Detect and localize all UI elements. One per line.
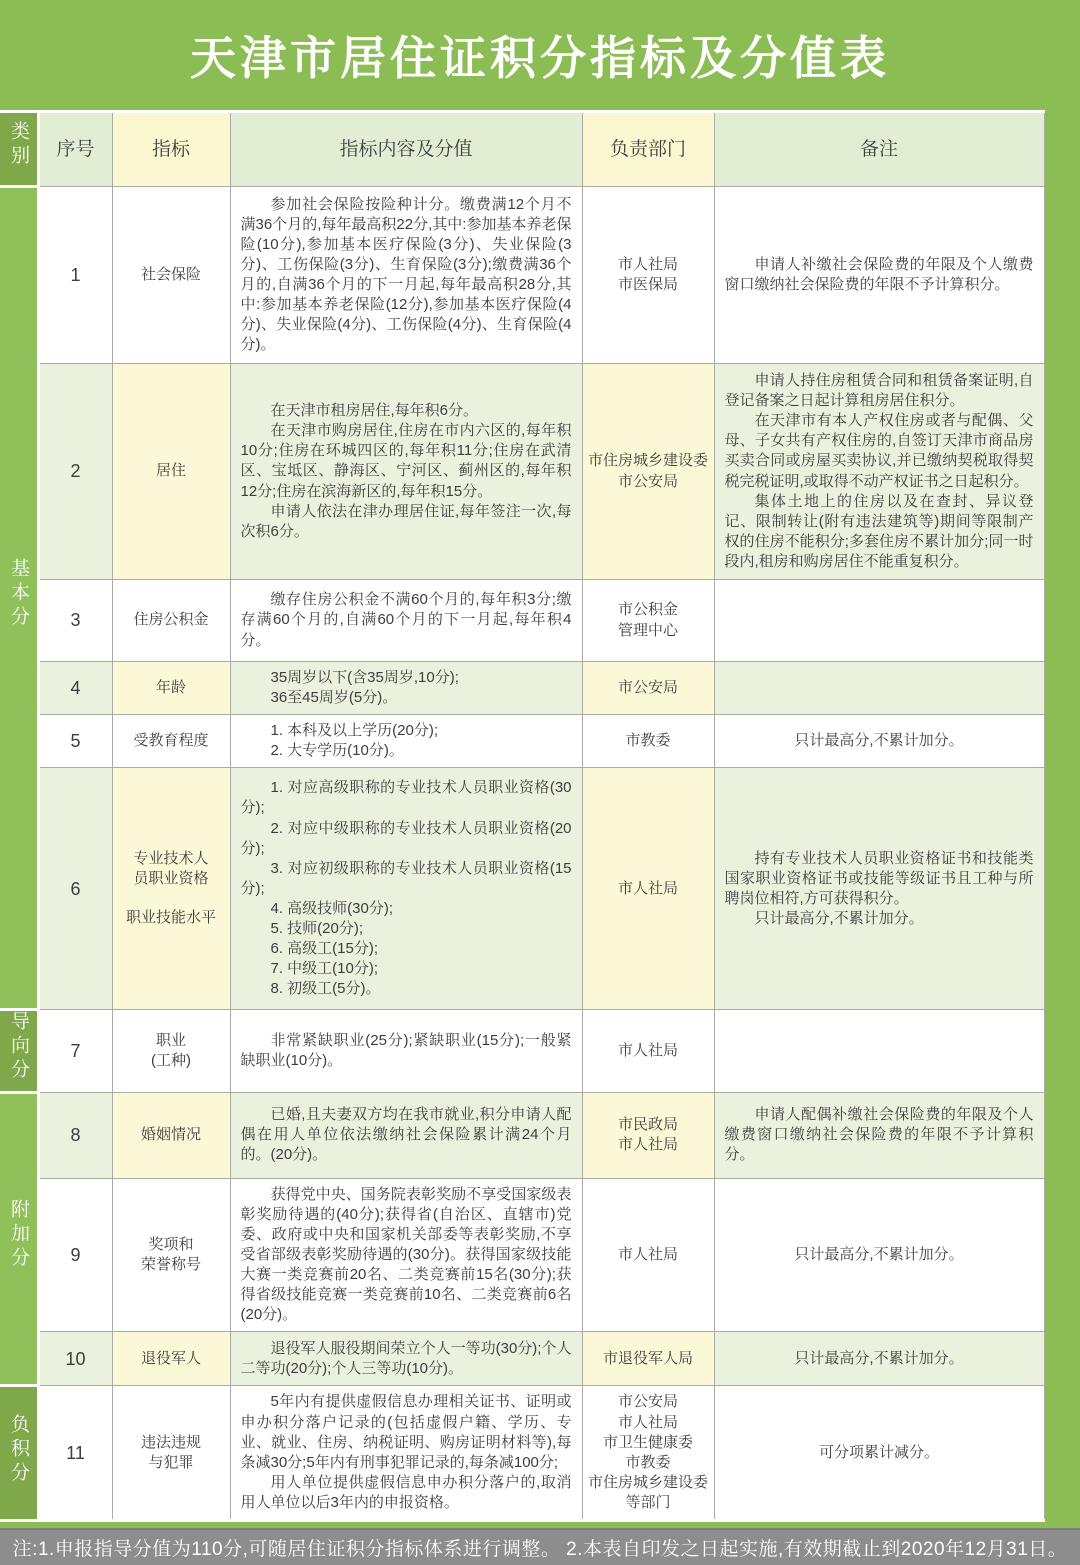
cell-no: 1 xyxy=(38,187,112,364)
cell-department: 市人社局 xyxy=(582,1010,714,1092)
table-row xyxy=(0,187,1044,364)
cell-department: 市住房城乡建设委 市公安局 xyxy=(582,364,714,580)
cell-content: 1. 本科及以上学历(20分); 2. 大专学历(10分)。 xyxy=(230,715,582,768)
page-title: 天津市居住证积分指标及分值表 xyxy=(190,32,890,84)
table-row xyxy=(0,580,1044,662)
table-body xyxy=(0,187,1044,1521)
cell-indicator: 职业 (工种) xyxy=(112,1010,230,1092)
cell-no: 2 xyxy=(38,364,112,580)
points-table xyxy=(0,110,1045,1522)
table-row xyxy=(0,1010,1044,1092)
cell-indicator: 奖项和 荣誉称号 xyxy=(112,1178,230,1332)
cell-content: 已婚,且夫妻双方均在我市就业,积分申请人配偶在用人单位依法缴纳社会保险累计满24个月的。(20分)。 xyxy=(230,1092,582,1178)
cell-content: 退役军人服役期间荣立个人一等功(30分);个人二等功(20分);个人三等功(10分)。 xyxy=(230,1332,582,1386)
cell-remark: 申请人持住房租赁合同和租赁备案证明,自登记备案之日起计算租房居住积分。 在天津市有本人产权住房或者与配偶、父母、子女共有产权住房的,自签订天津市商品房买卖合同或房屋买卖协议,并已缴纳契税取得契税完税证明,或取得不动产权证书之日起积分。 集体土地上的住房以及在查封、异议登记、限制转让(附有违法建筑等)期间等限制产权的住房不能积分;多套住房不累计加分;同一时段内,租房和购房居住不能重复积分。 xyxy=(714,364,1044,580)
table-row xyxy=(0,1178,1044,1332)
table-row xyxy=(0,364,1044,580)
cell-indicator: 婚姻情况 xyxy=(112,1092,230,1178)
cell-remark: 持有专业技术人员职业资格证书和技能类国家职业资格证书或技能等级证书且工种与所聘岗位相符,方可获得积分。 只计最高分,不累计加分。 xyxy=(714,768,1044,1010)
cell-department: 市教委 xyxy=(582,715,714,768)
cell-remark: 只计最高分,不累计加分。 xyxy=(714,715,1044,768)
cell-indicator: 退役军人 xyxy=(112,1332,230,1386)
cell-department: 市公积金 管理中心 xyxy=(582,580,714,662)
table-row xyxy=(0,1386,1044,1521)
cell-department: 市人社局 市医保局 xyxy=(582,187,714,364)
cell-remark: 可分项累计减分。 xyxy=(714,1386,1044,1521)
table-wrap xyxy=(0,110,1080,1528)
header-indicator: 指标 xyxy=(112,112,230,187)
cell-content: 5年内有提供虚假信息办理相关证书、证明或申办积分落户记录的(包括虚假户籍、学历、专业、就业、住房、纳税证明、购房证明材料等),每条减30分;5年内有刑事犯罪记录的,每条减100分; 用人单位提供虚假信息申办积分落户的,取消用人单位以后3年内的申报资格。 xyxy=(230,1386,582,1521)
table-row xyxy=(0,662,1044,715)
cell-no: 7 xyxy=(38,1010,112,1092)
cell-indicator: 年龄 xyxy=(112,662,230,715)
cell-department: 市公安局 市人社局 市卫生健康委 市教委 市住房城乡建设委 等部门 xyxy=(582,1386,714,1521)
cell-no: 6 xyxy=(38,768,112,1010)
table-row xyxy=(0,1092,1044,1178)
category-label: 负积分 xyxy=(0,1386,38,1521)
cell-content: 获得党中央、国务院表彰奖励不享受国家级表彰奖励待遇的(40分);获得省(自治区、直辖市)党委、政府或中央和国家机关部委等表彰奖励,不享受省部级表彰奖励待遇的(30分)。获得国家级技能大赛一类竞赛前20名、二类竞赛前15名(30分);获得省级技能竞赛一类竞赛前10名、二类竞赛前6名(20分)。 xyxy=(230,1178,582,1332)
header-remark: 备注 xyxy=(714,112,1044,187)
cell-department: 市民政局 市人社局 xyxy=(582,1092,714,1178)
cell-no: 10 xyxy=(38,1332,112,1386)
cell-indicator: 社会保险 xyxy=(112,187,230,364)
category-label: 基本分 xyxy=(0,187,38,1010)
category-label: 附加分 xyxy=(0,1092,38,1386)
cell-remark: 只计最高分,不累计加分。 xyxy=(714,1332,1044,1386)
table-row xyxy=(0,715,1044,768)
cell-indicator: 违法违规 与犯罪 xyxy=(112,1386,230,1521)
cell-no: 9 xyxy=(38,1178,112,1332)
cell-remark xyxy=(714,1010,1044,1092)
cell-no: 5 xyxy=(38,715,112,768)
header-content: 指标内容及分值 xyxy=(230,112,582,187)
header-no: 序号 xyxy=(38,112,112,187)
table-row xyxy=(0,1332,1044,1386)
cell-no: 8 xyxy=(38,1092,112,1178)
cell-content: 非常紧缺职业(25分);紧缺职业(15分);一般紧缺职业(10分)。 xyxy=(230,1010,582,1092)
cell-content: 在天津市租房居住,每年积6分。 在天津市购房居住,住房在市内六区的,每年积10分;住房在环城四区的,每年积11分;住房在武清区、宝坻区、静海区、宁河区、蓟州区的,每年积12分;住房在滨海新区的,每年积15分。 申请人依法在津办理居住证,每年签注一次,每次积6分。 xyxy=(230,364,582,580)
cell-content: 1. 对应高级职称的专业技术人员职业资格(30分); 2. 对应中级职称的专业技术人员职业资格(20分); 3. 对应初级职称的专业技术人员职业资格(15分); 4. 高级技师(30分); 5. 技师(20分); 6. 高级工(15分); 7. 中级工(10分); 8. 初级工(5分)。 xyxy=(230,768,582,1010)
cell-indicator: 住房公积金 xyxy=(112,580,230,662)
header-category-label: 类别 xyxy=(7,121,29,170)
cell-no: 11 xyxy=(38,1386,112,1521)
cell-indicator: 专业技术人 员职业资格 职业技能水平 xyxy=(112,768,230,1010)
cell-department: 市公安局 xyxy=(582,662,714,715)
cell-content: 35周岁以下(含35周岁,10分); 36至45周岁(5分)。 xyxy=(230,662,582,715)
cell-department: 市人社局 xyxy=(582,768,714,1010)
cell-remark: 申请人补缴社会保险费的年限及个人缴费窗口缴纳社会保险费的年限不予计算积分。 xyxy=(714,187,1044,364)
footer-bar xyxy=(0,1528,1080,1565)
cell-remark: 只计最高分,不累计加分。 xyxy=(714,1178,1044,1332)
cell-content: 参加社会保险按险种计分。缴费满12个月不满36个月的,每年最高积22分,其中:参加基本养老保险(10分),参加基本医疗保险(3分)、失业保险(3分)、工伤保险(3分)、生育保险(3分);缴费满36个月的,自满36个月的下一月起,每年最高积28分,其中:参加基本养老保险(12分),参加基本医疗保险(4分)、失业保险(4分)、工伤保险(4分)、生育保险(4分)。 xyxy=(230,187,582,364)
cell-department: 市退役军人局 xyxy=(582,1332,714,1386)
header-category xyxy=(0,112,38,187)
cell-department: 市人社局 xyxy=(582,1178,714,1332)
header-row xyxy=(0,112,1044,187)
cell-no: 4 xyxy=(38,662,112,715)
cell-remark: 申请人配偶补缴社会保险费的年限及个人缴费窗口缴纳社会保险费的年限不予计算积分。 xyxy=(714,1092,1044,1178)
table-row xyxy=(0,768,1044,1010)
cell-no: 3 xyxy=(38,580,112,662)
footer-note: 注:1.申报指导分值为110分,可随居住证积分指标体系进行调整。 2.本表自印发之日起实施,有效期截止到2020年12月31日。 xyxy=(12,1539,1068,1561)
category-label: 导向分 xyxy=(0,1010,38,1092)
cell-content: 缴存住房公积金不满60个月的,每年积3分;缴存满60个月的,自满60个月的下一月起,每年积4分。 xyxy=(230,580,582,662)
cell-remark xyxy=(714,662,1044,715)
title-bar xyxy=(0,0,1080,110)
cell-remark xyxy=(714,580,1044,662)
header-department: 负责部门 xyxy=(582,112,714,187)
cell-indicator: 居住 xyxy=(112,364,230,580)
cell-indicator: 受教育程度 xyxy=(112,715,230,768)
